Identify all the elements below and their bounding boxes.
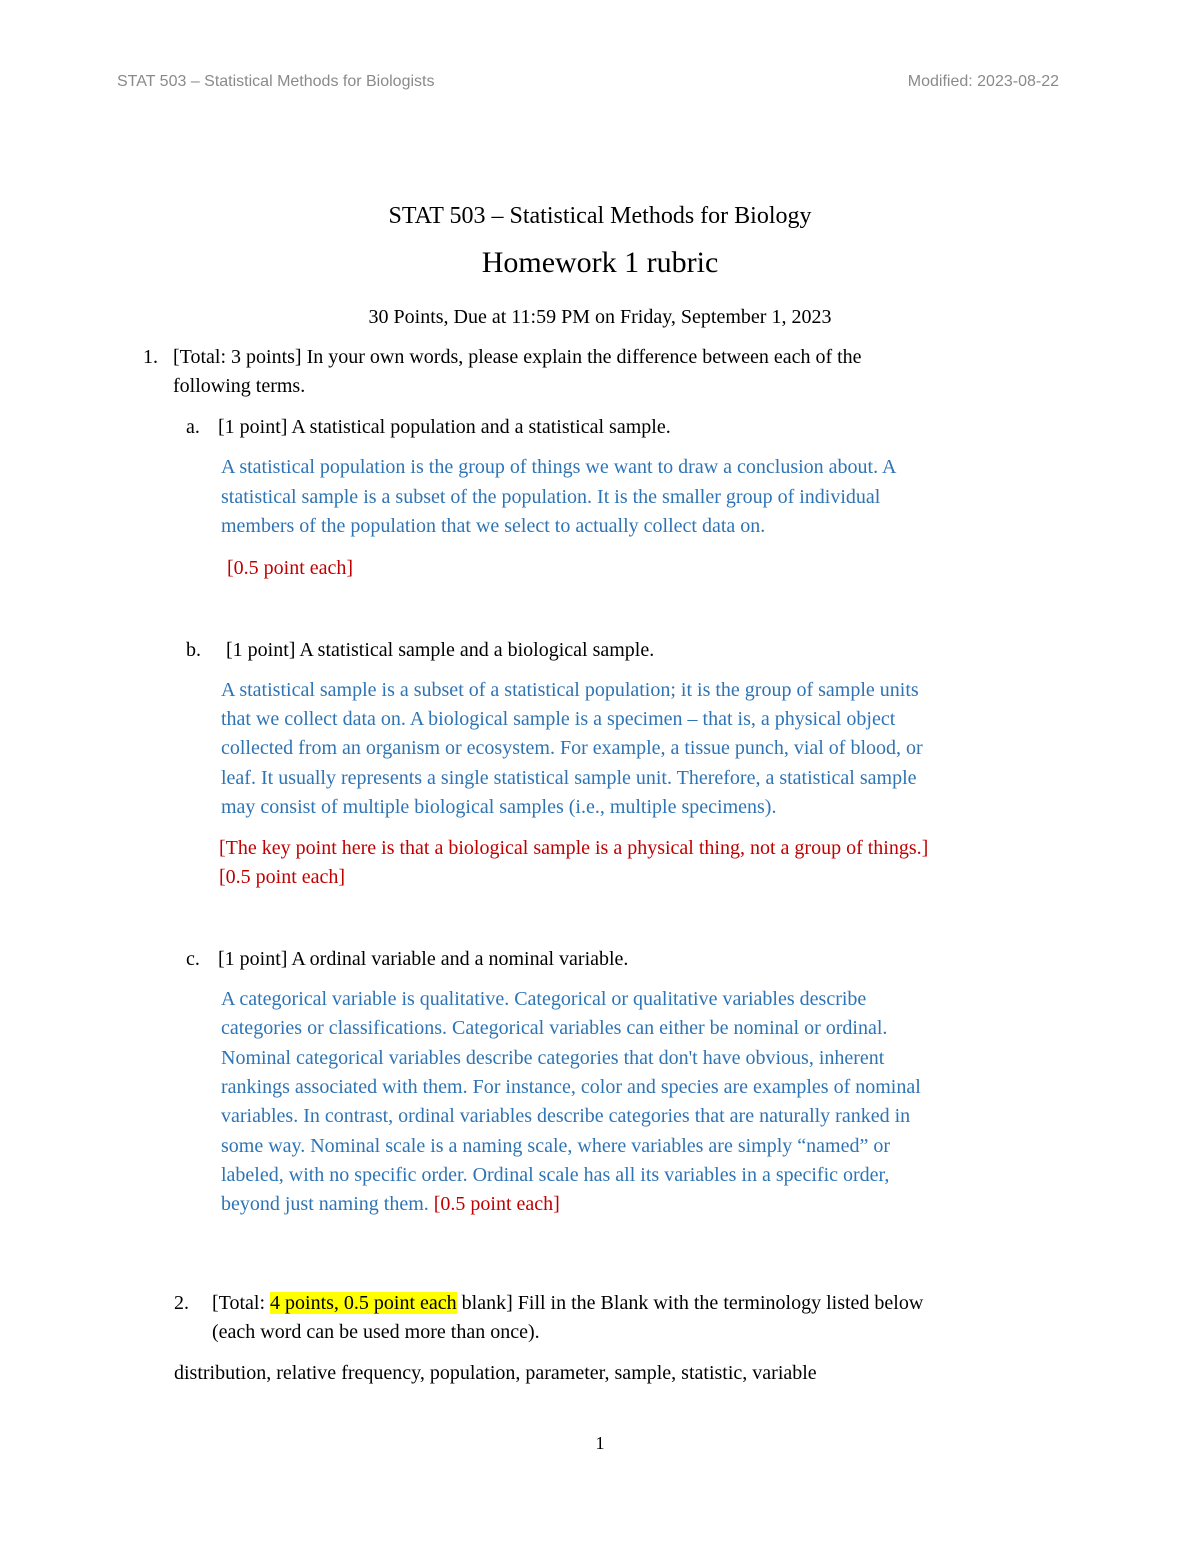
part-c-prompt: [1 point] A ordinal variable and a nominal variable. xyxy=(218,948,629,970)
due-line: 30 Points, Due at 11:59 PM on Friday, September 1, 2023 xyxy=(368,306,832,328)
part-c-answer-line: beyond just naming them. xyxy=(221,1193,429,1215)
part-c-answer-last xyxy=(221,1190,560,1220)
question-1-text-cont: following terms. xyxy=(173,375,306,397)
part-b-answer-line: that we collect data on. A biological sample is a specimen – that is, a physical object xyxy=(221,708,896,730)
page-number: 1 xyxy=(595,1433,605,1453)
part-b-key-note: [The key point here is that a biological sample is a physical thing, not a group of things.] xyxy=(219,837,929,859)
part-a-label: a. xyxy=(186,416,200,438)
question-2-text-post: blank] Fill in the Blank with the terminology listed below xyxy=(456,1292,924,1314)
part-b-answer-line: collected from an organism or ecosystem. For example, a tissue punch, vial of blood, or xyxy=(221,737,923,759)
part-b-label: b. xyxy=(186,639,201,661)
part-a-prompt: [1 point] A statistical population and a statistical sample. xyxy=(218,416,671,438)
header-right: Modified: 2023-08-22 xyxy=(907,73,1059,90)
assignment-title: Homework 1 rubric xyxy=(481,246,719,279)
question-1-number: 1. xyxy=(143,346,158,368)
terminology-list: distribution, relative frequency, population, parameter, sample, statistic, variable xyxy=(174,1362,817,1384)
part-b-answer-line: may consist of multiple biological samples (i.e., multiple specimens). xyxy=(221,796,777,818)
part-b-prompt: [1 point] A statistical sample and a biological sample. xyxy=(226,639,655,661)
part-b-points: [0.5 point each] xyxy=(219,866,346,888)
part-c-label: c. xyxy=(186,948,200,970)
part-c-answer-line: labeled, with no specific order. Ordinal scale has all its variables in a specific order, xyxy=(221,1164,890,1186)
part-b-answer-line: leaf. It usually represents a single statistical sample unit. Therefore, a statistical sample xyxy=(221,767,917,789)
question-1-text: [Total: 3 points] In your own words, please explain the difference between each of the xyxy=(173,346,862,368)
part-c-answer-line: rankings associated with them. For instance, color and species are examples of nominal xyxy=(221,1076,921,1098)
course-title: STAT 503 – Statistical Methods for Biology xyxy=(388,203,812,229)
question-2-text-pre: [Total: xyxy=(212,1292,271,1314)
part-c-answer-line: variables. In contrast, ordinal variables describe categories that are naturally ranked in xyxy=(221,1105,911,1127)
part-c-answer-line: A categorical variable is qualitative. Categorical or qualitative variables describe xyxy=(221,988,867,1010)
question-2-text-cont: (each word can be used more than once). xyxy=(212,1321,540,1343)
question-2-text xyxy=(212,1289,923,1319)
part-b-answer-line: A statistical sample is a subset of a statistical population; it is the group of sample units xyxy=(221,679,919,701)
question-2-number: 2. xyxy=(174,1292,189,1314)
points-highlight: 4 points, 0.5 point each xyxy=(270,1292,457,1314)
part-c-points: [0.5 point each] xyxy=(433,1193,560,1215)
header-left: STAT 503 – Statistical Methods for Biologists xyxy=(117,73,435,90)
part-a-points: [0.5 point each] xyxy=(227,557,354,579)
part-c-answer-line: some way. Nominal scale is a naming scale, where variables are simply “named” or xyxy=(221,1135,891,1157)
part-c-answer-line: categories or classifications. Categorical variables can either be nominal or ordinal. xyxy=(221,1017,888,1039)
part-c-answer-line: Nominal categorical variables describe categories that don't have obvious, inherent xyxy=(221,1047,885,1069)
part-a-answer-line: A statistical population is the group of things we want to draw a conclusion about. A xyxy=(221,456,897,478)
part-a-answer-line: statistical sample is a subset of the population. It is the smaller group of individual xyxy=(221,486,881,508)
part-a-answer-line: members of the population that we select to actually collect data on. xyxy=(221,515,766,537)
